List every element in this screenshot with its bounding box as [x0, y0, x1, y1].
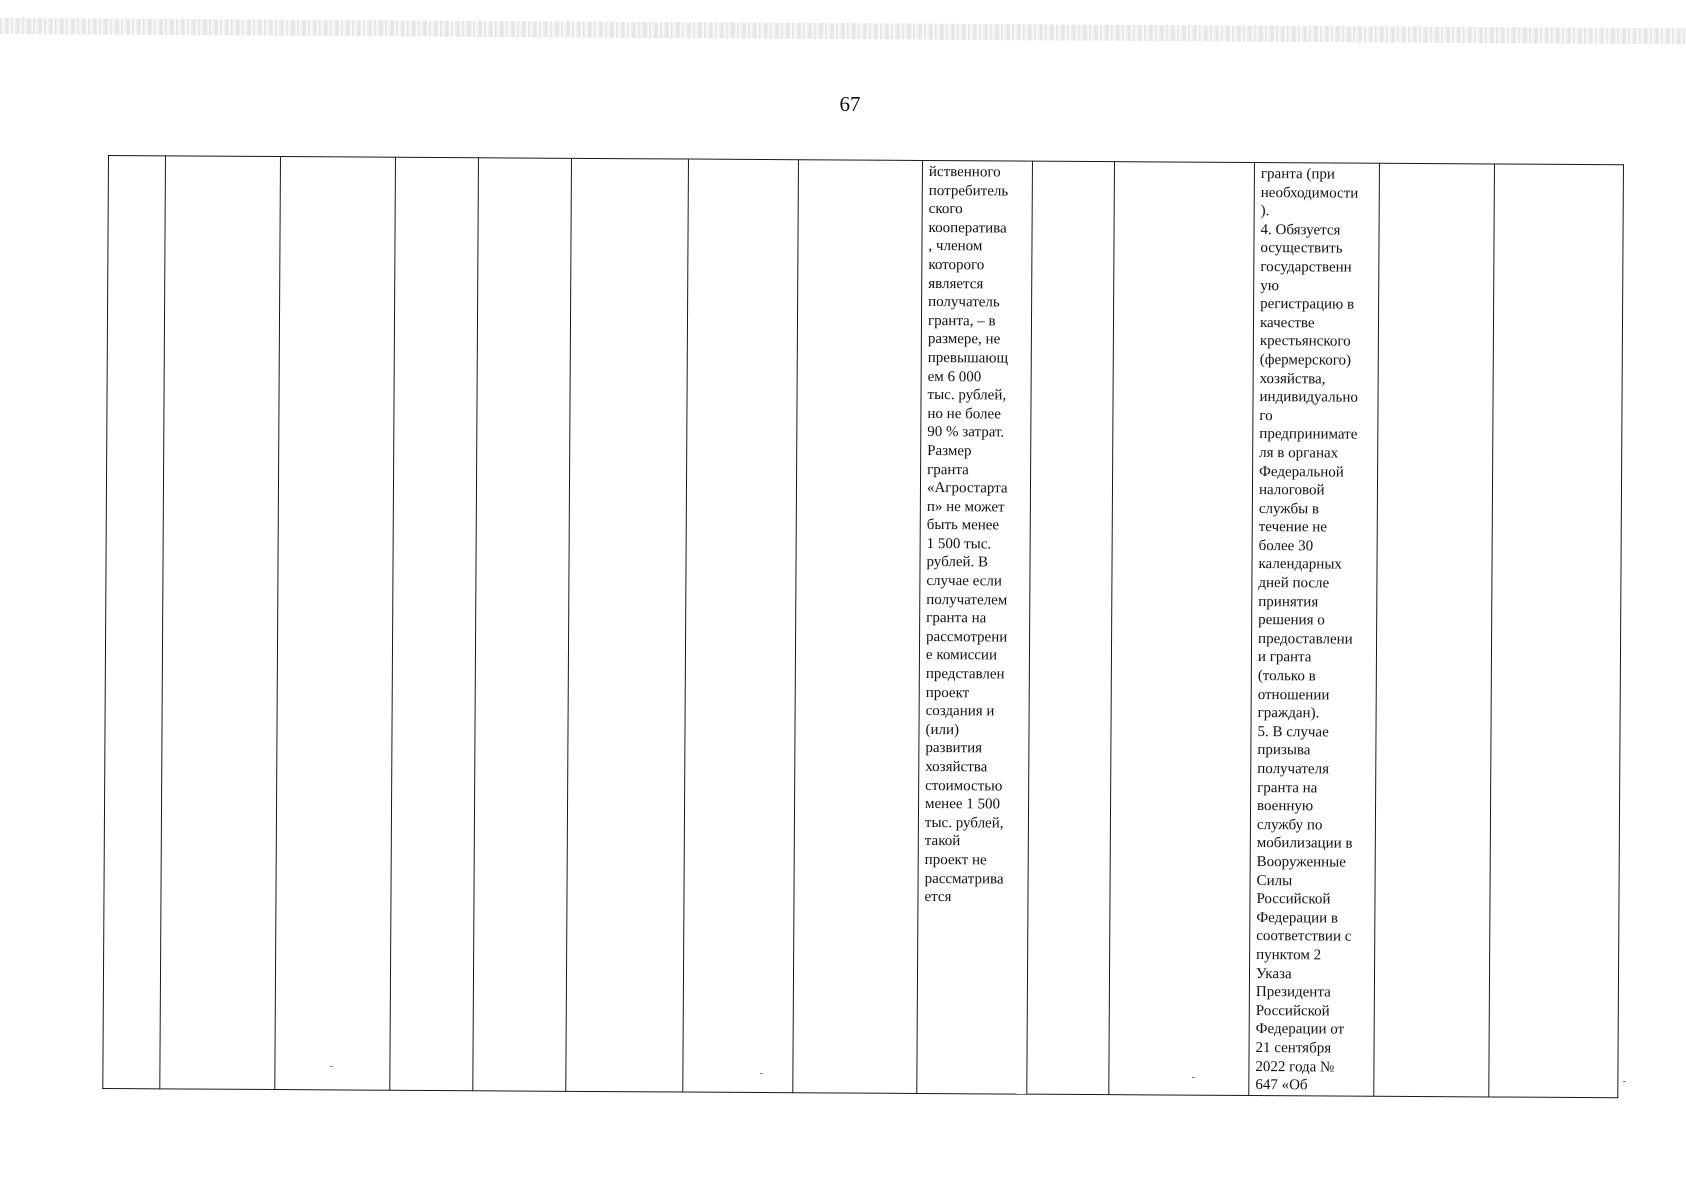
table-cell-grant-size [917, 160, 1033, 1093]
scan-speck [1192, 1077, 1195, 1078]
table-cell-1 [103, 156, 166, 1089]
table-cell-2 [160, 156, 281, 1089]
table-cell-10 [1027, 161, 1115, 1094]
table-container [102, 155, 1623, 1094]
table-cell-7 [683, 159, 799, 1092]
document-table [102, 155, 1624, 1098]
table-cell-4 [390, 157, 479, 1090]
scan-edge-artifact [0, 18, 1686, 44]
grant-size-text: йственного потребитель ского кооператива , членом которого является получатель гранта, – в размере, не превышающ ем 6 000 тыс. рублей, но не более 90 % затрат. Размер гранта «Агростарта п» не может быть менее 1 500 тыс. рублей. В случае если получателем гранта на рассмотрени е комиссии представлен проект создания и (или) развития хозяйства стоимостью менее 1 500 тыс. рублей, такой проект не рассматрива ется [924, 164, 1009, 906]
table-cell-14 [1489, 164, 1624, 1097]
table-cell-6 [566, 158, 689, 1091]
table-cell-8 [793, 160, 923, 1093]
scan-speck [760, 1073, 763, 1074]
obligations-text: гранта (при необходимости ). 4. Обязуется осуществить государственн ую регистрацию в качестве крестьянского (фермерского) хозяйства, индивидуально го предпринимате ля в органах Федеральной налоговой службы в течение не более 30 календарных дней после принятия решения о предоставлени и гранта (только в отношении граждан). 5. В случае призыва получателя гранта на военную службу по мобилизации в Вооруженные Силы Российской Федерации в соответствии с пунктом 2 Указа Президента Российской Федерации от 21 сентября 2022 года № 647 «Об [1255, 166, 1359, 1094]
table-cell-5 [473, 158, 572, 1091]
scan-speck [330, 1066, 333, 1067]
page-number: 67 [839, 92, 861, 116]
scan-speck [1623, 1081, 1626, 1082]
table-row [103, 156, 1624, 1098]
table-cell-13 [1374, 163, 1495, 1096]
table-cell-obligations [1249, 163, 1380, 1096]
table-cell-3 [275, 157, 396, 1090]
table-cell-11 [1109, 162, 1255, 1096]
